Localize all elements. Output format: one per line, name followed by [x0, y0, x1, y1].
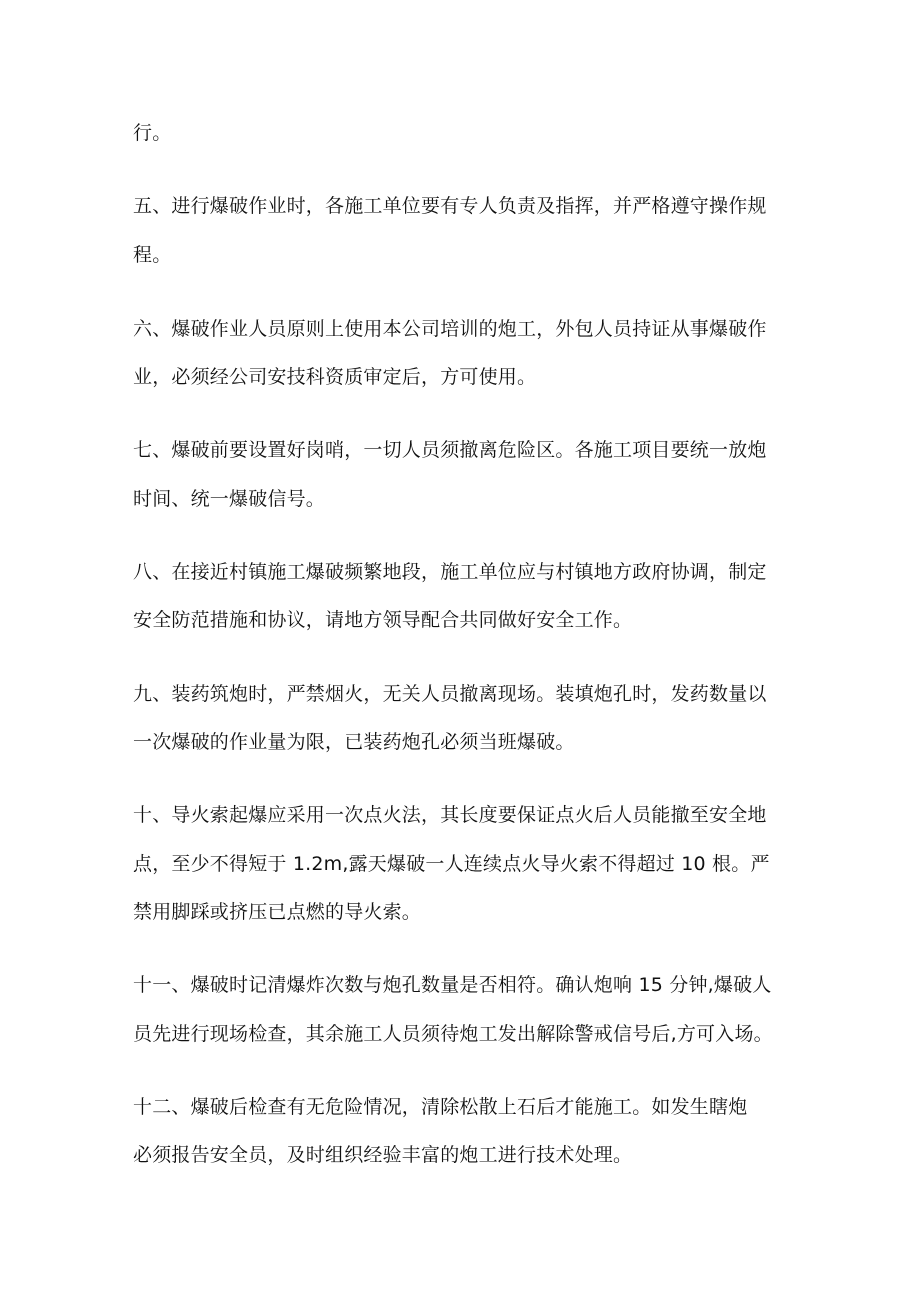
- text-line: 十二、爆破后检查有无危险情况，清除松散上石后才能施工。如发生瞎炮: [133, 1096, 748, 1118]
- text-line: 五、进行爆破作业时，各施工单位要有专人负责及指挥，并严格遵守操作规: [133, 195, 767, 217]
- text-line: 九、装药筑炮时，严禁烟火，无关人员撤离现场。装填炮孔时，发药数量以: [133, 683, 767, 705]
- text-line: 七、爆破前要设置好岗哨，一切人员须撤离危险区。各施工项目要统一放炮: [133, 439, 767, 461]
- text-line: 八、在接近村镇施工爆破频繁地段，施工单位应与村镇地方政府协调，制定: [133, 561, 767, 583]
- text-line: 一次爆破的作业量为限，已装药炮孔必须当班爆破。: [133, 731, 575, 753]
- text-line: 十一、爆破时记清爆炸次数与炮孔数量是否相符。确认炮响 15 分钟,爆破人: [133, 974, 772, 996]
- text-line: 十、导火索起爆应采用一次点火法，其长度要保证点火后人员能撤至安全地: [133, 804, 767, 826]
- text-line: 必须报告安全员，及时组织经验丰富的炮工进行技术处理。: [133, 1144, 633, 1166]
- text-line: 行。: [133, 122, 172, 144]
- text-line: 业，必须经公司安技科资质审定后，方可使用。: [133, 366, 537, 388]
- text-line: 点，至少不得短于 1.2m,露天爆破一人连续点火导火索不得超过 10 根。严: [133, 853, 770, 875]
- text-line: 程。: [133, 244, 172, 266]
- text-line: 员先进行现场检查，其余施工人员须待炮工发出解除警戒信号后,方可入场。: [133, 1023, 773, 1045]
- text-line: 禁用脚踩或挤压已点燃的导火索。: [133, 901, 422, 923]
- text-line: 时间、统一爆破信号。: [133, 488, 326, 510]
- text-line: 六、爆破作业人员原则上使用本公司培训的炮工，外包人员持证从事爆破作: [133, 318, 767, 340]
- text-line: 安全防范措施和协议，请地方领导配合共同做好安全工作。: [133, 609, 633, 631]
